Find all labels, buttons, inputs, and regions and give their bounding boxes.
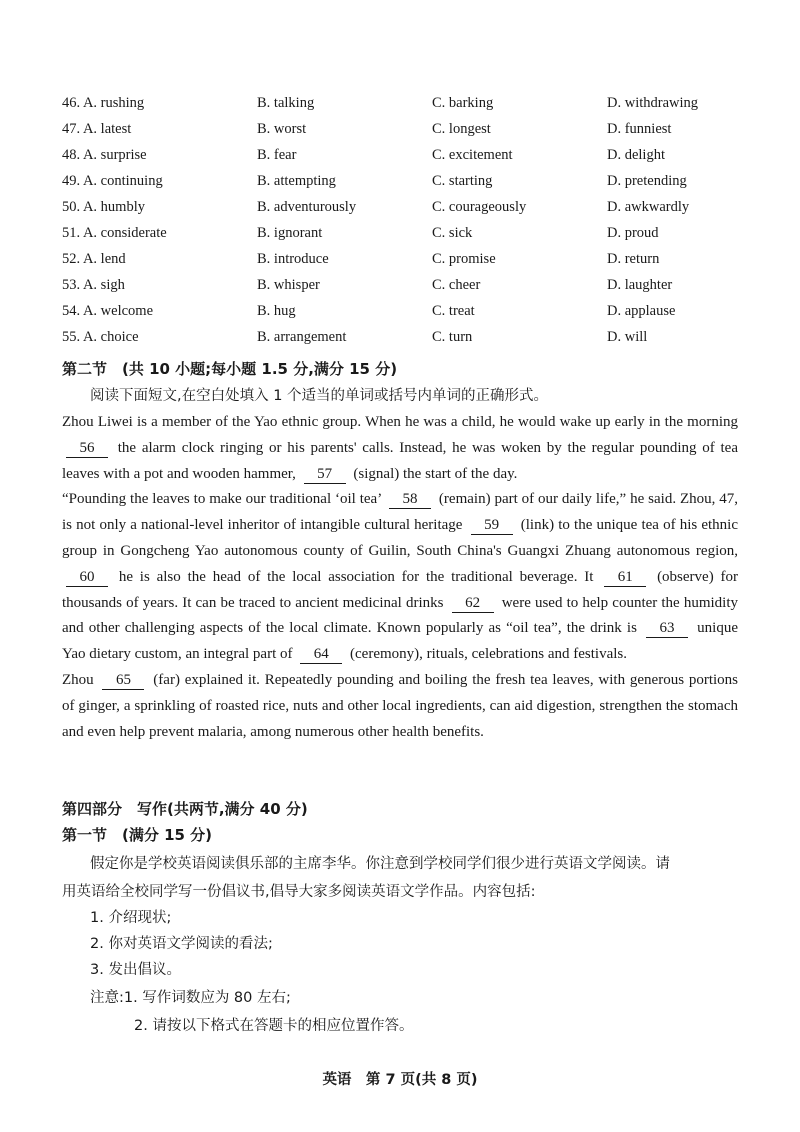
choice-option-d: D. return	[607, 251, 660, 267]
choice-option-a-text: A. welcome	[82, 303, 154, 319]
task-line-2: 用英语给全校同学写一份倡议书,倡导大家多阅读英语文学作品。内容包括:	[62, 884, 536, 900]
task-item-1: 1. 介绍现状;	[90, 910, 172, 926]
passage-text: he is also the head of the local association for the traditional beverage. It	[118, 568, 594, 585]
choice-option-d: D. applause	[607, 303, 676, 319]
passage-text: (observe) for thousands of years. It can be traced to ancient medicinal drinks	[62, 568, 739, 611]
choice-option-a-text: A. surprise	[82, 147, 147, 163]
choice-row	[62, 95, 742, 121]
choices-table	[62, 95, 742, 355]
choice-option-d: D. funniest	[607, 121, 672, 137]
choice-option-a-text: A. humbly	[82, 199, 145, 215]
choice-option-b: B. introduce	[257, 251, 329, 267]
question-number: 53.	[62, 277, 81, 293]
choice-option-a-text: A. latest	[82, 121, 132, 137]
choice-option-c: C. longest	[432, 121, 491, 137]
choice-option-a	[62, 251, 126, 268]
question-number: 47.	[62, 121, 81, 137]
choice-option-d: D. delight	[607, 147, 665, 163]
choice-option-c: C. promise	[432, 251, 496, 267]
passage-text: (ceremony), rituals, celebrations and festivals.	[350, 646, 627, 663]
choice-row	[62, 173, 742, 199]
task-line-1: 假定你是学校英语阅读俱乐部的主席李华。你注意到学校同学们很少进行英语文学阅读。请	[90, 856, 670, 872]
blank-61: 61	[604, 568, 646, 587]
task-item-3: 3. 发出倡议。	[90, 962, 181, 978]
blank-58: 58	[389, 490, 431, 509]
blank-57: 57	[304, 465, 346, 484]
passage-paragraph-1	[62, 410, 738, 487]
choice-option-b: B. ignorant	[257, 225, 323, 241]
choice-option-a-text: A. choice	[82, 329, 139, 345]
passage-text: Zhou Liwei is a member of the Yao ethnic group. When he was a child, he would wake up early in the morning	[62, 414, 738, 430]
choice-row	[62, 199, 742, 225]
choice-row	[62, 225, 742, 251]
blank-56: 56	[66, 439, 108, 458]
passage	[62, 410, 738, 745]
blank-59: 59	[471, 516, 513, 535]
choice-option-b: B. hug	[257, 303, 296, 319]
choice-row	[62, 251, 742, 277]
choice-option-a	[62, 95, 144, 112]
choice-option-d: D. will	[607, 329, 648, 345]
passage-text: Zhou	[62, 671, 94, 688]
passage-text: “Pounding the leaves to make our traditional ‘oil tea’	[62, 491, 382, 508]
passage-text: the alarm clock ringing or his parents' calls. Instead, he was woken by the regular pounding of tea leaves with a pot and wooden hammer,	[62, 439, 738, 482]
blank-60: 60	[66, 568, 108, 587]
question-number: 48.	[62, 147, 81, 163]
choice-option-b: B. arrangement	[257, 329, 347, 345]
choice-option-a-text: A. sigh	[82, 277, 125, 293]
task-item-2: 2. 你对英语文学阅读的看法;	[90, 936, 273, 952]
choice-option-a	[62, 199, 145, 216]
choice-option-c: C. cheer	[432, 277, 481, 293]
choice-option-c: C. courageously	[432, 199, 527, 215]
choice-option-c: C. sick	[432, 225, 473, 241]
choice-option-c: C. turn	[432, 329, 473, 345]
choice-option-b: B. adventurously	[257, 199, 357, 215]
blank-62: 62	[452, 594, 494, 613]
choice-option-b: B. attempting	[257, 173, 336, 189]
choice-option-b: B. worst	[257, 121, 307, 137]
part4-heading: 第四部分 写作(共两节,满分 40 分)	[62, 800, 308, 818]
choice-option-b: B. whisper	[257, 277, 320, 293]
blank-65: 65	[102, 671, 144, 690]
choice-option-c: C. treat	[432, 303, 475, 319]
choice-row	[62, 303, 742, 329]
choice-option-d: D. pretending	[607, 173, 687, 189]
passage-paragraph-3	[62, 668, 738, 745]
choice-option-c: C. starting	[432, 173, 493, 189]
question-number: 49.	[62, 173, 81, 189]
choice-option-b: B. fear	[257, 147, 297, 163]
question-number: 52.	[62, 251, 81, 267]
passage-text: (remain) part of our daily life,” he said. Zhou, 47, is not only a national-level inheritor of intangible cultural heritage	[62, 491, 739, 534]
page-footer: 英语 第 7 页(共 8 页)	[322, 1072, 478, 1088]
question-number: 46.	[62, 95, 81, 111]
choice-option-a-text: A. lend	[82, 251, 126, 267]
passage-text: (signal) the start of the day.	[353, 465, 518, 482]
section2-instruction: 阅读下面短文,在空白处填入 1 个适当的单词或括号内单词的正确形式。	[90, 388, 549, 404]
choice-option-b: B. talking	[257, 95, 315, 111]
blank-64: 64	[300, 645, 342, 664]
choice-option-a	[62, 277, 125, 294]
passage-text: unique Yao dietary custom, an integral part of	[62, 620, 738, 663]
choice-option-d: D. withdrawing	[607, 95, 699, 111]
passage-paragraph-2	[62, 487, 738, 668]
choice-row	[62, 329, 742, 355]
question-number: 54.	[62, 303, 81, 319]
passage-text: (far) explained it. Repeatedly pounding and boiling the fresh tea leaves, with generous portions of ginger, a sprinkling of roasted rice, nuts and other local ingredients, can aid digestion, strengthen the stomach and even help prevent malaria, among numerous other health benefits.	[62, 671, 739, 740]
choice-option-a-text: A. rushing	[82, 95, 145, 111]
task-note-1: 注意:1. 写作词数应为 80 左右;	[90, 990, 291, 1006]
task-note-2: 2. 请按以下格式在答题卡的相应位置作答。	[134, 1018, 414, 1034]
choice-option-d: D. awkwardly	[607, 199, 690, 215]
question-number: 50.	[62, 199, 81, 215]
choice-option-a	[62, 147, 147, 164]
choice-option-d: D. proud	[607, 225, 659, 241]
choice-option-a	[62, 225, 167, 242]
section2-heading: 第二节 (共 10 小题;每小题 1.5 分,满分 15 分)	[62, 360, 398, 378]
choice-option-a	[62, 173, 163, 190]
choice-option-c: C. barking	[432, 95, 494, 111]
part4-sub-heading: 第一节 (满分 15 分)	[62, 826, 213, 844]
question-number: 51.	[62, 225, 81, 241]
choice-row	[62, 147, 742, 173]
choice-option-a-text: A. considerate	[82, 225, 167, 241]
choice-option-a	[62, 121, 131, 138]
choice-row	[62, 277, 742, 303]
choice-option-d: D. laughter	[607, 277, 673, 293]
choice-row	[62, 121, 742, 147]
passage-text: (link) to the unique tea of his ethnic group in Gongcheng Yao autonomous county of Guilin, South China's Guangxi Zhuang autonomous region,	[62, 517, 738, 559]
choice-option-c: C. excitement	[432, 147, 513, 163]
choice-option-a	[62, 329, 139, 346]
choice-option-a-text: A. continuing	[82, 173, 163, 189]
blank-63: 63	[646, 619, 688, 638]
question-number: 55.	[62, 329, 81, 345]
choice-option-a	[62, 303, 153, 320]
passage-text: were used to help counter the humidity and other challenging aspects of the local climate. Known popularly as “oil tea”, the drink is	[62, 594, 739, 637]
